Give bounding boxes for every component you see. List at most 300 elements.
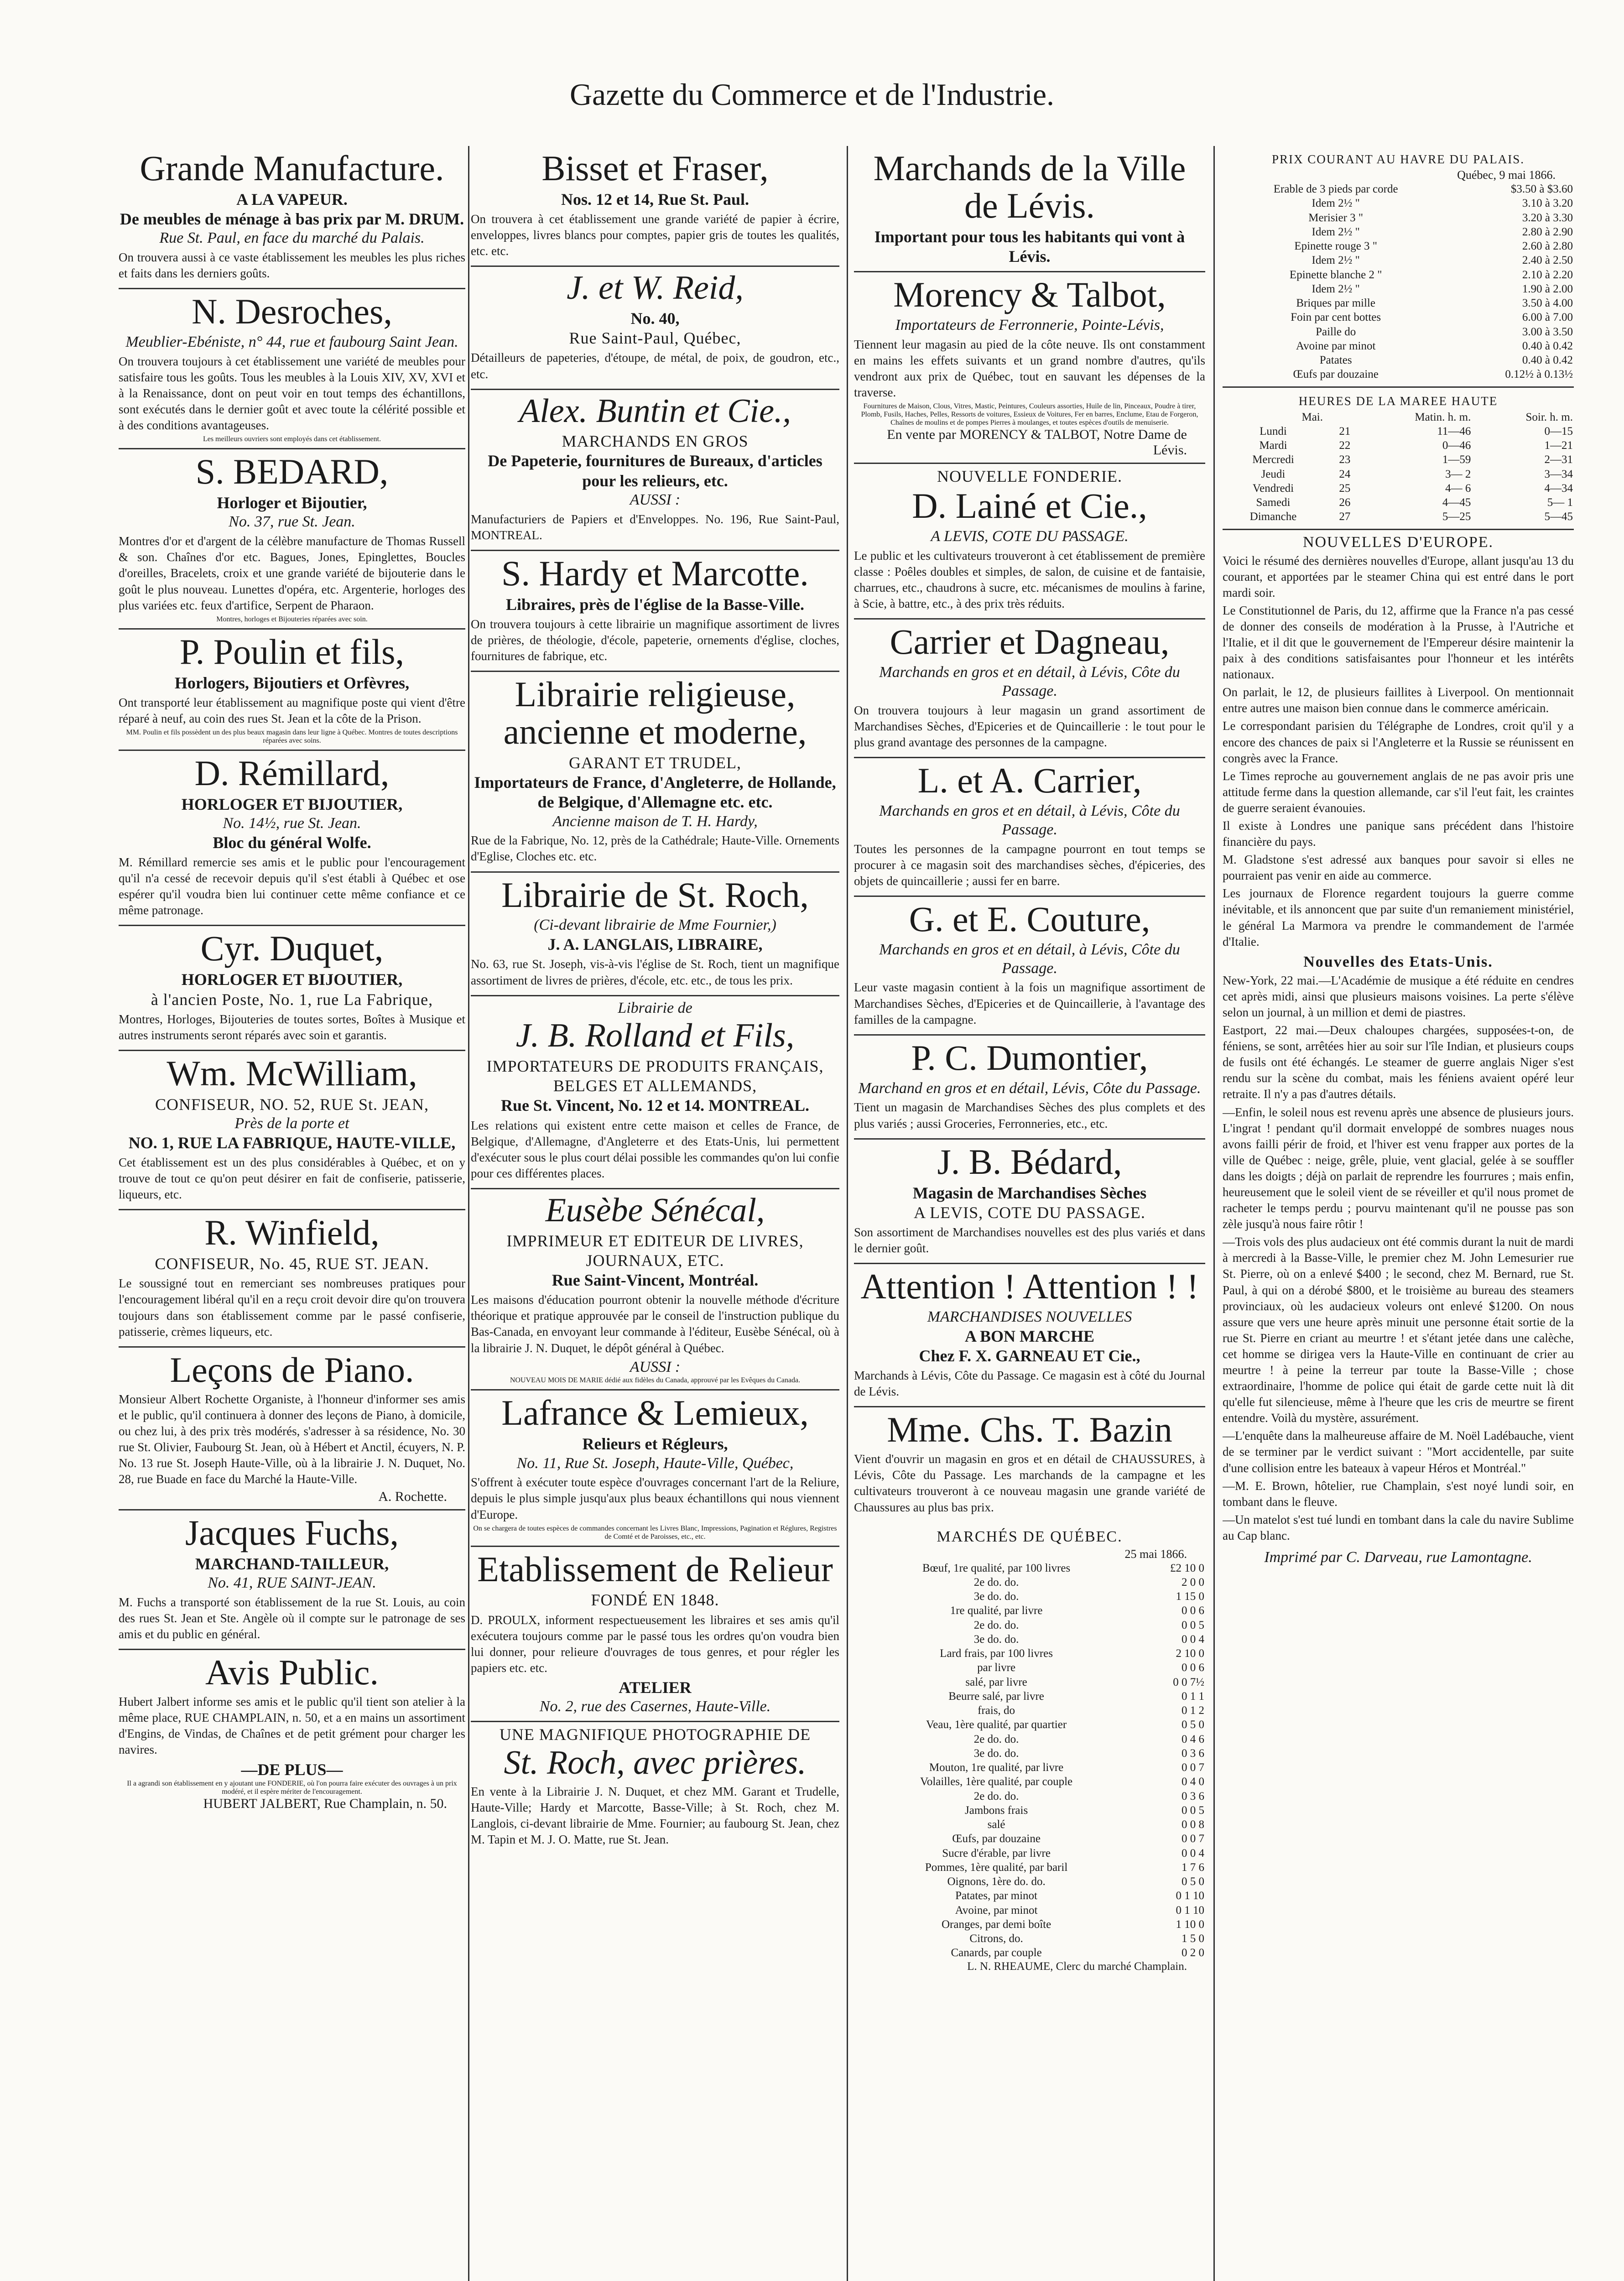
table-cell: 2e do. do.	[973, 1733, 1019, 1745]
advertisement	[854, 1036, 1205, 1140]
table-cell: Mardi	[1259, 439, 1287, 452]
prices-date: Québec, 9 mai 1866.	[1457, 168, 1556, 182]
ad-subtitle: De Papeterie, fournitures de Bureaux, d'articles pour les relieurs, etc.	[488, 452, 822, 490]
table-cell: 0 3 6	[1182, 1747, 1204, 1760]
ad-body: Hubert Jalbert informe ses amis et le public qu'il tient son atelier à la même place, RUE CHAMPLAIN, n. 50, et a en mains un assortiment d'Engins, de Vindas, de Chaînes et de petit grément pour charger les navires.	[119, 1695, 465, 1757]
table-cell: 0.40 à 0.42	[1522, 354, 1573, 366]
ad-heading: Cyr. Duquet,	[200, 928, 384, 969]
ad-italic-line: MARCHANDISES NOUVELLES	[927, 1308, 1132, 1325]
advertisement	[854, 272, 1205, 464]
ad-body: Montres, Horloges, Bijouteries de toutes sortes, Boîtes à Musique et autres instruments seront réparés avec soin et garantis.	[119, 1012, 465, 1042]
news-paragraph: Eastport, 22 mai.—Deux chaloupes chargées, supposées-t-on, de féniens, se sont, arrêtées hier au soir sur l'île Indian, et plusieurs coups de fusils ont été échangés. Le steamer de guerre anglais Niger s'est rendu sur la scène du combat, mais les féniens avaient opéré leur retraite. Il n'y a pas d'autres détails.	[1223, 1023, 1574, 1101]
table-cell: 5—25	[1442, 510, 1471, 523]
news-paragraph: —Enfin, le soleil nous est revenu après une absence de plusieurs jours. L'ingrat ! pendant qu'il dormait enveloppé de sombres nuages nous avons failli périr de froid, et l'hiver est venu frapper aux portes de la ville de Québec : neige, grêle, pluie, vent glacial, gelée à se souffler dans les doigts ; déjà on parlait de reprendre les fourrures ; mais enfin, heureusement que le soleil vient de se réveiller et qu'il nous promet de racheter le temps perdu ; pourvu maintenant qu'il ne pousse pas son zèle jusqu'à nous faire rôtir !	[1223, 1105, 1574, 1231]
ad-body: Fournitures de Maison, Clous, Vitres, Mastic, Peintures, Couleurs assorties, Huile de lin, Pinceaux, Poudre à tirer, Plomb, Fusils, Haches, Pelles, Ressorts de voitures, Essieux de Voitures, Fer en barres, Enclume, Etau de Forgeron, Chaînes de moulins et de pompes Pierres à moulanges, et toutes espèces d'outils de menuiserie.	[861, 402, 1198, 427]
table-cell: Samedi	[1256, 496, 1291, 509]
ad-heading: N. Desroches,	[192, 292, 392, 332]
prices-table	[1223, 182, 1574, 382]
ad-body: Manufacturiers de Papiers et d'Enveloppes. No. 196, Rue Saint-Paul, MONTREAL.	[471, 512, 839, 542]
news-paragraph: Il existe à Londres une panique sans précédent dans l'histoire financière du pays.	[1223, 819, 1574, 849]
table-cell: Sucre d'érable, par livre	[942, 1847, 1051, 1859]
table-cell: 1 10 0	[1176, 1918, 1204, 1931]
advertisement	[119, 146, 465, 289]
ad-body: Détailleurs de papeteries, d'étoupe, de métal, de poix, de goudron, etc., etc.	[471, 351, 839, 381]
table-row	[854, 1661, 1205, 1675]
ad-subtitle: No. 40,	[630, 309, 680, 328]
table-cell: Avoine, par minot	[955, 1904, 1038, 1916]
ad-body: Les maisons d'éducation pourront obtenir la nouvelle méthode d'écriture théorique et pratique approuvée par le conseil de l'instruction publique du Bas-Canada, en envoyant leur commande à l'éditeur, Eusèbe Sénécal, où à la librairie J. N. Duquet, le dépôt général à Québec.	[471, 1293, 839, 1355]
ad-body: Les relations qui existent entre cette maison et celles de France, de Belgique, d'Allemagne, d'Angleterre et des Etats-Unis, lui permettent d'exécuter sous le plus court délai possible les commandes qu'on lui confie pour ces différentes places.	[471, 1118, 839, 1180]
table-cell: Foin par cent bottes	[1291, 311, 1381, 324]
table-row	[854, 1718, 1205, 1732]
table-cell: Idem 2½ "	[1312, 254, 1360, 267]
tides-table	[1223, 410, 1574, 524]
ad-heading: G. et E. Couture,	[909, 899, 1150, 939]
ad-body: On trouvera à cet établissement une grande variété de papier à écrire, enveloppes, livres blancs pour comptes, papier gris de toutes les qualités, etc. etc.	[471, 212, 839, 258]
ad-body: Ont transporté leur établissement au magnifique poste qui vient d'être réparé à neuf, au coin des rues St. Jean et la côte de la Prison.	[119, 695, 465, 725]
ad-body: On trouvera toujours à cette librairie un magnifique assortiment de livres de prières, de théologie, d'école, papeterie, ornements d'église, cloches, fournitures de fabrique, etc.	[471, 617, 839, 663]
advertisement	[471, 1189, 839, 1390]
ad-heading: Leçons de Piano.	[170, 1349, 414, 1390]
table-cell: Œufs, par douzaine	[952, 1833, 1041, 1845]
news-paragraph: Voici le résumé des dernières nouvelles d'Europe, allant jusqu'au 13 du courant, et apportées par le steamer China qui est entré dans le port mardi soir.	[1223, 553, 1574, 599]
table-cell: 3e do. do.	[973, 1633, 1019, 1646]
advertisement	[471, 551, 839, 672]
table-cell: Idem 2½ "	[1312, 225, 1360, 238]
table-row	[1223, 296, 1574, 310]
ad-body: MM. Poulin et fils possèdent un des plus beaux magasin dans leur ligne à Québec. Montres de toutes descriptions réparées avec soins.	[126, 729, 458, 745]
advertisement	[471, 996, 839, 1189]
ad-heading: J. B. Bédard,	[937, 1141, 1122, 1182]
column-3	[854, 146, 1205, 2281]
ad-italic-line: No. 41, RUE SAINT-JEAN.	[208, 1574, 376, 1592]
markets-title: MARCHÉS DE QUÉBEC.	[937, 1528, 1123, 1545]
ad-italic-line: Importateurs de Ferronnerie, Pointe-Lévis,	[895, 317, 1164, 334]
advertisement	[119, 630, 465, 751]
advertisement	[854, 758, 1205, 897]
ad-subtitle: A BON MARCHE	[964, 1327, 1094, 1345]
table-row	[1223, 339, 1574, 353]
table-cell: 27	[1339, 510, 1351, 523]
advertisement	[471, 146, 839, 267]
news-paragraph: Le Constitutionnel de Paris, du 12, affirme que la France n'a pas cessé de donner des conseils de modération à la Prusse, à l'Autriche et l'Italie, et il dit que le gouvernement de l'Empereur désire maintenir la paix à des conditions satisfaisantes pour l'honneur et les intérêts nationaux.	[1223, 603, 1574, 682]
ad-heading: Librairie de St. Roch,	[501, 875, 809, 915]
prices-block	[1223, 146, 1574, 388]
table-cell: 0 0 6	[1182, 1661, 1204, 1674]
news-local	[1223, 1104, 1574, 1544]
table-row	[1223, 310, 1574, 324]
ad-body: Monsieur Albert Rochette Organiste, à l'honneur d'informer ses amis et le public, qu'il continuera à donner des leçons de Piano, à domicile, ou chez lui, à des prix très modérés, s'adresser à sa résidence, No. 30 rue St. Olivier, Faubourg St. Jean, où à Hébert et Anctil, écuyers, N. P. No. 13 rue St. Joseph Haute-Ville, où à la librairie J. N. Duquet, No. 28, rue Buade en face du Marché la Haute-Ville.	[119, 1392, 465, 1486]
table-cell: 5—45	[1544, 510, 1573, 523]
table-row	[1223, 239, 1574, 253]
table-cell: 0 2 0	[1182, 1947, 1204, 1959]
ad-body: On trouvera toujours à cet établissement une variété de meubles pour satisfaire tous les goûts. Tous les meubles à la Louis XIV, XV, XVI et à la Renaissance, dont on peut voir en tout temps des échantillons, sont exécutés dans le dernier goût et avec toute la célérité possible et à des conditions avantageuses.	[119, 354, 465, 432]
tides-title: HEURES DE LA MAREE HAUTE	[1298, 394, 1498, 408]
advertisement	[119, 751, 465, 926]
ad-subtitle: Important pour tous les habitants qui vont à Lévis.	[874, 227, 1185, 266]
table-cell: 5— 1	[1547, 496, 1573, 509]
ad-heading: Alex. Buntin et Cie.,	[519, 392, 791, 430]
table-row	[1223, 424, 1574, 438]
table-cell: 2 0 0	[1182, 1576, 1204, 1588]
table-cell: Beurre salé, par livre	[948, 1690, 1044, 1703]
ad-body: M. Fuchs a transporté son établissement de la rue St. Louis, au coin des rues St. Jean et Ste. Angèle où il compte sur le patronage de ses amis et du public en général.	[119, 1595, 465, 1641]
table-cell: 0 3 6	[1182, 1790, 1204, 1802]
table-cell: Jeudi	[1261, 468, 1286, 480]
table-row	[854, 1846, 1205, 1860]
ad-body: Montres, horloges et Bijouteries réparées avec soin.	[216, 615, 368, 623]
table-cell: 2—31	[1544, 453, 1573, 466]
ad-body: Son assortiment de Marchandises nouvelles est des plus variés et dans le dernier goût.	[854, 1225, 1205, 1255]
table-row	[854, 1946, 1205, 1960]
table-row	[854, 1703, 1205, 1718]
table-row	[1223, 467, 1574, 481]
advertisement	[471, 267, 839, 390]
ad-body: NOUVEAU MOIS DE MARIE dédié aux fidèles du Canada, approuvé par les Evêques du Canada.	[510, 1376, 801, 1385]
ad-signature: A. Rochette.	[378, 1489, 447, 1505]
ad-body: Le public et les cultivateurs trouveront à cet établissement de première classe : Poêles doubles et simples, de salon, de cuisine et de fantaisie, charrues, etc., chaudrons à sucre, etc. mécanismes de moulins à farine, à Scie, à battre, etc., à des prix très réduits.	[854, 549, 1205, 611]
ad-subtitle: Nos. 12 et 14, Rue St. Paul.	[561, 190, 749, 208]
table-cell: 0 0 7	[1182, 1833, 1204, 1845]
ad-caps-line: MARCHANDS EN GROS	[562, 432, 749, 451]
ad-body: Montres d'or et d'argent de la célèbre manufacture de Thomas Russell & son. Chaînes d'or etc. Bagues, Jones, Epinglettes, Boucles d'oreilles, Bracelets, croix et une grande variété de bijouterie dans le goût le plus nouveau. Lunettes d'opéra, etc. Argenterie, horloges des plus variées etc. feux d'artifice, Serpent de Pharaon.	[119, 534, 465, 612]
table-row	[854, 1618, 1205, 1632]
news-paragraph: Le Times reproche au gouvernement anglais de ne pas avoir pris une attitude ferme dans la question allemande, car s'il l'eut fait, les craintes de guerre seraient évanouies.	[1223, 769, 1574, 815]
table-row	[1223, 510, 1574, 524]
ad-italic-line: Rue St. Paul, en face du marché du Palais.	[159, 229, 425, 247]
table-cell: Epinette rouge 3 "	[1294, 240, 1378, 252]
ad-caps-line: IMPRIMEUR ET EDITEUR DE LIVRES, JOURNAUX, ETC.	[506, 1231, 804, 1270]
table-row	[854, 1889, 1205, 1903]
table-row	[854, 1818, 1205, 1832]
ad-subtitle: Rue St. Vincent, No. 12 et 14. MONTREAL.	[501, 1096, 809, 1115]
ad-body: Marchands à Lévis, Côte du Passage. Ce magasin est à côté du Journal de Lévis.	[854, 1369, 1205, 1399]
table-cell: 0 5 0	[1182, 1875, 1204, 1888]
ad-subtitle: MARCHAND-TAILLEUR,	[195, 1555, 389, 1573]
ad-body: Rue de la Fabrique, No. 12, près de la Cathédrale; Haute-Ville. Ornements d'Eglise, Cloches etc. etc.	[471, 833, 839, 864]
table-cell: 2.10 à 2.20	[1522, 268, 1573, 281]
ad-heading: Eusèbe Sénécal,	[545, 1192, 765, 1229]
table-row	[1223, 325, 1574, 339]
ad-italic-line: AUSSI :	[630, 491, 681, 508]
ad-body: Leur vaste magasin contient à la fois un magnifique assortiment de Marchandises Sèches, d'Epiceries et de Quincaillerie, à l'avantage des familles de la campagne.	[854, 980, 1205, 1026]
ad-italic-line: No. 11, Rue St. Joseph, Haute-Ville, Québec,	[516, 1454, 794, 1472]
news-paragraph: —M. E. Brown, hôtelier, rue Champlain, s'est noyé lundi soir, en tombant dans le fleuve.	[1223, 1479, 1574, 1509]
news-paragraph: —L'enquête dans la malheureuse affaire de M. Noël Ladébauche, vient de se terminer par le verdict suivant : "Mort accidentelle, par suite d'une collision entre les bateaux à vapeur Héros et Montréal."	[1223, 1429, 1574, 1475]
ad-heading: Mme. Chs. T. Bazin	[887, 1410, 1172, 1450]
table-cell: salé	[987, 1818, 1005, 1831]
ad-heading: Bisset et Fraser,	[541, 148, 769, 188]
news-paragraph: Le correspondant parisien du Télégraphe de Londres, croit qu'il y a encore des chances de paix si l'Angleterre et la Russie se réunissent en congrès avec la France.	[1223, 719, 1574, 765]
ad-heading: P. Poulin et fils,	[180, 631, 404, 672]
table-cell: 11—46	[1437, 425, 1471, 437]
advertisement	[854, 1264, 1205, 1407]
ad-italic-line: No. 2, rue des Casernes, Haute-Ville.	[539, 1698, 771, 1715]
table-cell: 6.00 à 7.00	[1522, 311, 1573, 324]
table-row	[854, 1604, 1205, 1618]
table-cell: Œufs par douzaine	[1293, 368, 1379, 381]
table-row	[854, 1589, 1205, 1604]
table-row	[1223, 453, 1574, 467]
table-cell: 0 0 7	[1182, 1761, 1204, 1774]
table-cell: Avoine par minot	[1296, 339, 1376, 352]
table-cell: 3e do. do.	[973, 1747, 1019, 1760]
table-header-cell: Mai.	[1301, 411, 1323, 423]
ad-body: Le soussigné tout en remerciant ses nombreuses pratiques pour l'encouragement libéral qu'il en a reçu croit devoir dire qu'on trouvera toujours dans son établissement comme par le passé confiserie, patisserie, crèmes liqueurs, etc.	[119, 1276, 465, 1338]
imprint: Imprimé par C. Darveau, rue Lamontagne.	[1264, 1549, 1532, 1566]
table-cell: Volailles, 1ère qualité, par couple	[920, 1776, 1073, 1788]
advertisement	[471, 1722, 839, 1854]
ad-heading: Grande Manufacture.	[140, 148, 444, 188]
table-row	[854, 1789, 1205, 1803]
table-cell: Idem 2½ "	[1312, 197, 1360, 210]
table-cell: Pommes, 1ère qualité, par baril	[925, 1861, 1068, 1874]
ad-body: No. 63, rue St. Joseph, vis-à-vis l'église de St. Roch, tient un magnifique assortiment de livres de prières, d'école, etc. etc., de tous les prix.	[471, 957, 839, 987]
table-cell: 3e do. do.	[973, 1590, 1019, 1603]
table-cell: 23	[1339, 453, 1351, 466]
ad-heading: Jacques Fuchs,	[185, 1513, 399, 1553]
ad-subtitle: Relieurs et Régleurs,	[582, 1435, 728, 1453]
advertisement	[119, 1510, 465, 1650]
ad-heading: S. BEDARD,	[195, 452, 389, 492]
table-cell: 0—46	[1442, 439, 1471, 452]
table-row	[1223, 211, 1574, 225]
table-cell: Merisier 3 "	[1308, 211, 1364, 224]
ad-subtitle: —DE PLUS—	[241, 1760, 343, 1779]
advertisement	[471, 672, 839, 872]
table-cell: Mouton, 1re qualité, par livre	[929, 1761, 1064, 1774]
ad-body: Vient d'ouvrir un magasin en gros et en détail de CHAUSSURES, à Lévis, Côte du Passage. Les marchands de la campagne et les cultivateurs trouveront à ce nouveau magasin une grande variété de Chaussures au plus bas prix.	[854, 1452, 1205, 1514]
table-cell: 0 0 7½	[1173, 1676, 1204, 1688]
table-cell: 4— 6	[1445, 482, 1471, 495]
ad-heading: Avis Public.	[205, 1652, 379, 1693]
table-cell: 0 5 0	[1182, 1719, 1204, 1731]
ad-body: Toutes les personnes de la campagne pourront en tout temps se procurer à ce magasin soit des marchandises sèches, d'épiceries, des objets de quincaillerie ; aussi fer en barre.	[854, 842, 1205, 888]
table-row	[854, 1575, 1205, 1589]
table-row	[1223, 481, 1574, 495]
table-row	[854, 1760, 1205, 1775]
table-cell: 24	[1339, 468, 1351, 480]
ad-body: M. Rémillard remercie ses amis et le public pour l'encouragement qu'il n'a cessé de recevoir depuis qu'il s'est établi à Québec et ose espérer qu'il voudra bien lui continuer cette même confiance et ce même patronage.	[119, 855, 465, 917]
table-cell: 0 0 6	[1182, 1604, 1204, 1617]
table-cell: 0 0 4	[1182, 1847, 1204, 1859]
ad-subtitle: De meubles de ménage à bas prix par M. DRUM.	[120, 210, 464, 229]
ad-subtitle: J. A. LANGLAIS, LIBRAIRE,	[547, 935, 763, 954]
ad-heading: Attention ! Attention ! !	[860, 1266, 1199, 1307]
ad-italic-line: Marchand en gros et en détail, Lévis, Côte du Passage.	[858, 1079, 1201, 1097]
prices-title: PRIX COURANT AU HAVRE DU PALAIS.	[1271, 152, 1525, 166]
table-cell: 25	[1339, 482, 1351, 495]
ad-heading: S. Hardy et Marcotte.	[501, 553, 809, 593]
ad-caps-line: GARANT ET TRUDEL,	[568, 753, 741, 772]
table-cell: 3.10 à 3.20	[1522, 197, 1573, 210]
ad-heading: P. C. Dumontier,	[911, 1037, 1148, 1078]
ad-subtitle: Rue Saint-Vincent, Montréal.	[552, 1271, 759, 1290]
ad-caps-line: UNE MAGNIFIQUE PHOTOGRAPHIE DE	[499, 1725, 811, 1744]
ad-caps-line: IMPORTATEURS DE PRODUITS FRANÇAIS, BELGES ET ALLEMANDS,	[486, 1057, 824, 1095]
table-cell: Idem 2½ "	[1312, 282, 1360, 295]
column-2	[471, 146, 839, 2281]
ad-body: D. PROULX, informent respectueusement les libraires et ses amis qu'il exécutera toujours comme par le passé tous les ordres qu'on voudra bien lui donner, pour relieure d'ouvrages de tous genres, et pour régler les papiers etc. etc.	[471, 1613, 839, 1675]
table-cell: Oignons, 1ère do. do.	[947, 1875, 1046, 1888]
table-cell: Jambons frais	[965, 1804, 1028, 1817]
table-row	[854, 1803, 1205, 1818]
table-cell: 3—34	[1544, 468, 1573, 480]
column-1	[119, 146, 465, 2281]
ad-subtitle: Chez F. X. GARNEAU ET Cie.,	[919, 1346, 1140, 1365]
table-cell: 3.20 à 3.30	[1522, 211, 1573, 224]
ad-italic-line: (Ci-devant librairie de Mme Fournier,)	[534, 917, 776, 934]
news-paragraph: New-York, 22 mai.—L'Académie de musique a été réduite en cendres cet après midi, ainsi que plusieurs maisons voisines. La perte s'élève selon un journal, à un million et demi de piastres.	[1223, 973, 1574, 1019]
table-cell: Briques par mille	[1296, 297, 1375, 309]
table-row	[854, 1860, 1205, 1875]
table-cell: 3.00 à 3.50	[1522, 325, 1573, 338]
table-cell: par livre	[977, 1661, 1016, 1674]
table-cell: 1 5 0	[1182, 1932, 1204, 1945]
table-row	[854, 1689, 1205, 1703]
table-cell: Canards, par couple	[951, 1947, 1042, 1959]
advertisement	[854, 897, 1205, 1036]
markets-signature: L. N. RHEAUME, Clerc du marché Champlain.	[967, 1960, 1187, 1973]
table-row	[854, 1561, 1205, 1575]
advertisement	[119, 1650, 465, 1816]
advertisement	[119, 449, 465, 629]
advertisement	[119, 1348, 465, 1510]
table-cell: $3.50 à $3.60	[1510, 183, 1573, 195]
ad-subtitle: Horloger et Bijoutier,	[217, 494, 367, 512]
table-cell: 0 0 5	[1182, 1804, 1204, 1817]
ad-body: Les meilleurs ouvriers sont employés dans cet établissement.	[203, 435, 381, 443]
advertisement	[854, 1407, 1205, 1521]
ad-body: En vente à la Librairie J. N. Duquet, et chez MM. Garant et Trudelle, Haute-Ville; Hardy et Marcotte, Basse-Ville; à St. Roch, chez M. Langlois, ci-devant librairie de Mme. Fournier; au faubourg St. Jean, chez M. Tapin et M. J. O. Matte, rue St. Jean.	[471, 1784, 839, 1847]
table-row	[854, 1775, 1205, 1789]
table-cell: 0 1 2	[1182, 1704, 1204, 1717]
table-cell: Bœuf, 1re qualité, par 100 livres	[922, 1562, 1071, 1574]
table-cell: 0 1 10	[1176, 1890, 1204, 1902]
table-cell: 1 7 6	[1182, 1861, 1204, 1874]
ad-italic-line: No. 14½, rue St. Jean.	[223, 815, 361, 832]
ad-body: S'offrent à exécuter toute espèce d'ouvrages concernant l'art de la Reliure, depuis le plus simple jusqu'aux plus beaux échantillons qui nous viennent d'Europe.	[471, 1475, 839, 1521]
advertisement	[854, 146, 1205, 272]
news-paragraph: M. Gladstone s'est adressé aux banques pour savoir si elles ne pourraient pas venir en aide au commerce.	[1223, 853, 1574, 883]
news-heading: NOUVELLES D'EUROPE.	[1302, 533, 1494, 551]
ad-heading: R. Winfield,	[204, 1213, 380, 1253]
table-cell: 21	[1339, 425, 1351, 437]
ad-caps-line: à l'ancien Poste, No. 1, rue La Fabrique,	[151, 990, 433, 1009]
table-cell: Dimanche	[1249, 510, 1297, 523]
ad-subtitle: Magasin de Marchandises Sèches	[912, 1183, 1147, 1202]
news-paragraph: —Un matelot s'est tué lundi en tombant dans la cale du navire Sublime au Cap blanc.	[1223, 1512, 1574, 1542]
advertisement	[854, 620, 1205, 758]
table-cell: 0 4 0	[1182, 1776, 1204, 1788]
ad-italic-line: A LEVIS, COTE DU PASSAGE.	[931, 528, 1129, 545]
ad-heading: Wm. McWilliam,	[167, 1053, 417, 1093]
ad-subtitle: Bloc du général Wolfe.	[213, 833, 371, 852]
table-cell: 0.12½ à 0.13½	[1505, 368, 1573, 381]
ad-subtitle: A LA VAPEUR.	[236, 190, 348, 208]
ad-subtitle: Libraires, près de l'église de la Basse-Ville.	[506, 595, 804, 614]
ad-italic-line: Librairie de	[618, 999, 692, 1016]
table-cell: frais, do	[978, 1704, 1015, 1717]
ad-caps-line: FONDÉ EN 1848.	[591, 1591, 719, 1609]
advertisement	[119, 926, 465, 1051]
table-cell: 1—21	[1544, 439, 1573, 452]
news-europe	[1223, 553, 1574, 950]
ad-subtitle: HORLOGER ET BIJOUTIER,	[181, 795, 403, 813]
table-cell: 1 15 0	[1176, 1590, 1204, 1603]
table-row	[854, 1646, 1205, 1661]
tides-block	[1223, 388, 1574, 530]
ad-subtitle: NO. 1, RUE LA FABRIQUE, HAUTE-VILLE,	[128, 1133, 456, 1152]
ad-italic-line: AUSSI :	[630, 1358, 681, 1375]
table-cell: Paille do	[1316, 325, 1356, 338]
ad-caps-line: A LEVIS, COTE DU PASSAGE.	[914, 1203, 1145, 1222]
ad-subtitle: ATELIER	[619, 1678, 692, 1697]
ad-heading: L. et A. Carrier,	[917, 760, 1142, 801]
news-paragraph: On parlait, le 12, de plusieurs faillites à Liverpool. On mentionnait entre autres une maison bien connue dans le commerce américain.	[1223, 685, 1574, 715]
table-cell: £2 10 0	[1170, 1562, 1204, 1574]
ad-heading: Lafrance & Lemieux,	[501, 1393, 809, 1433]
ad-heading: D. Rémillard,	[194, 753, 390, 793]
table-row	[854, 1832, 1205, 1846]
ad-body: Tiennent leur magasin au pied de la côte neuve. Ils ont constamment en mains les effets suivants et un grand nombre d'autres, qu'ils vendront aux prix de Québec, tout en sauvant les dépenses de la traverse.	[854, 337, 1205, 400]
ad-italic-line: Près de la porte et	[234, 1114, 349, 1132]
table-cell: 2 10 0	[1176, 1647, 1204, 1660]
advertisement	[119, 289, 465, 449]
table-row	[854, 1746, 1205, 1760]
news-us	[1223, 973, 1574, 1103]
table-row	[854, 1932, 1205, 1946]
table-row	[854, 1675, 1205, 1689]
table-cell: 1—59	[1442, 453, 1471, 466]
ad-heading: Etablissement de Relieur	[477, 1549, 833, 1589]
markets-table	[854, 1561, 1205, 1960]
table-row	[854, 1917, 1205, 1932]
advertisement	[119, 1051, 465, 1210]
table-cell: Oranges, par demi boîte	[941, 1918, 1051, 1931]
table-row	[1223, 282, 1574, 296]
table-row	[1223, 182, 1574, 196]
ad-signature: En vente par MORENCY & TALBOT, Notre Dame de Lévis.	[887, 427, 1187, 458]
table-cell: Citrons, do.	[969, 1932, 1023, 1945]
table-cell: salé, par livre	[965, 1676, 1027, 1688]
masthead: Gazette du Commerce et de l'Industrie.	[569, 77, 1055, 112]
advertisement	[471, 1547, 839, 1722]
advertisement	[854, 464, 1205, 620]
table-row	[1223, 495, 1574, 510]
markets-block	[854, 1522, 1205, 1978]
markets-date: 25 mai 1866.	[1124, 1547, 1187, 1561]
table-row	[854, 1903, 1205, 1917]
table-cell: 1re qualité, par livre	[950, 1604, 1043, 1617]
ad-subtitle: Importateurs de France, d'Angleterre, de Hollande, de Belgique, d'Allemagne etc. etc.	[474, 773, 836, 812]
ad-body: On trouvera toujours à leur magasin un grand assortiment de Marchandises Sèches, d'Epiceries et de Quincaillerie : le tout pour le plus grand avantage des personnes de la campagne.	[854, 703, 1205, 750]
table-cell: Lundi	[1260, 425, 1287, 437]
column-rule	[468, 146, 469, 2281]
ad-subtitle: Horlogers, Bijoutiers et Orfèvres,	[174, 673, 410, 692]
ad-heading: St. Roch, avec prières.	[504, 1744, 807, 1782]
ad-heading: J. B. Rolland et Fils,	[515, 1017, 795, 1055]
table-cell: 2e do. do.	[973, 1619, 1019, 1631]
table-row	[1223, 225, 1574, 239]
ad-italic-line: Meublier-Ebéniste, n° 44, rue et faubourg Saint Jean.	[125, 333, 458, 351]
ad-subtitle: HORLOGER ET BIJOUTIER,	[181, 970, 403, 989]
table-cell: 0 4 6	[1182, 1733, 1204, 1745]
ad-heading: J. et W. Reid,	[567, 269, 744, 307]
ad-heading: Carrier et Dagneau,	[890, 622, 1170, 662]
ad-body: On se chargera de toutes espèces de commandes concernant les Livres Blanc, Impressions, Pagination et Réglures, Registres de Comté et de Paroisses, etc., etc.	[473, 1524, 837, 1541]
advertisement	[854, 1140, 1205, 1264]
